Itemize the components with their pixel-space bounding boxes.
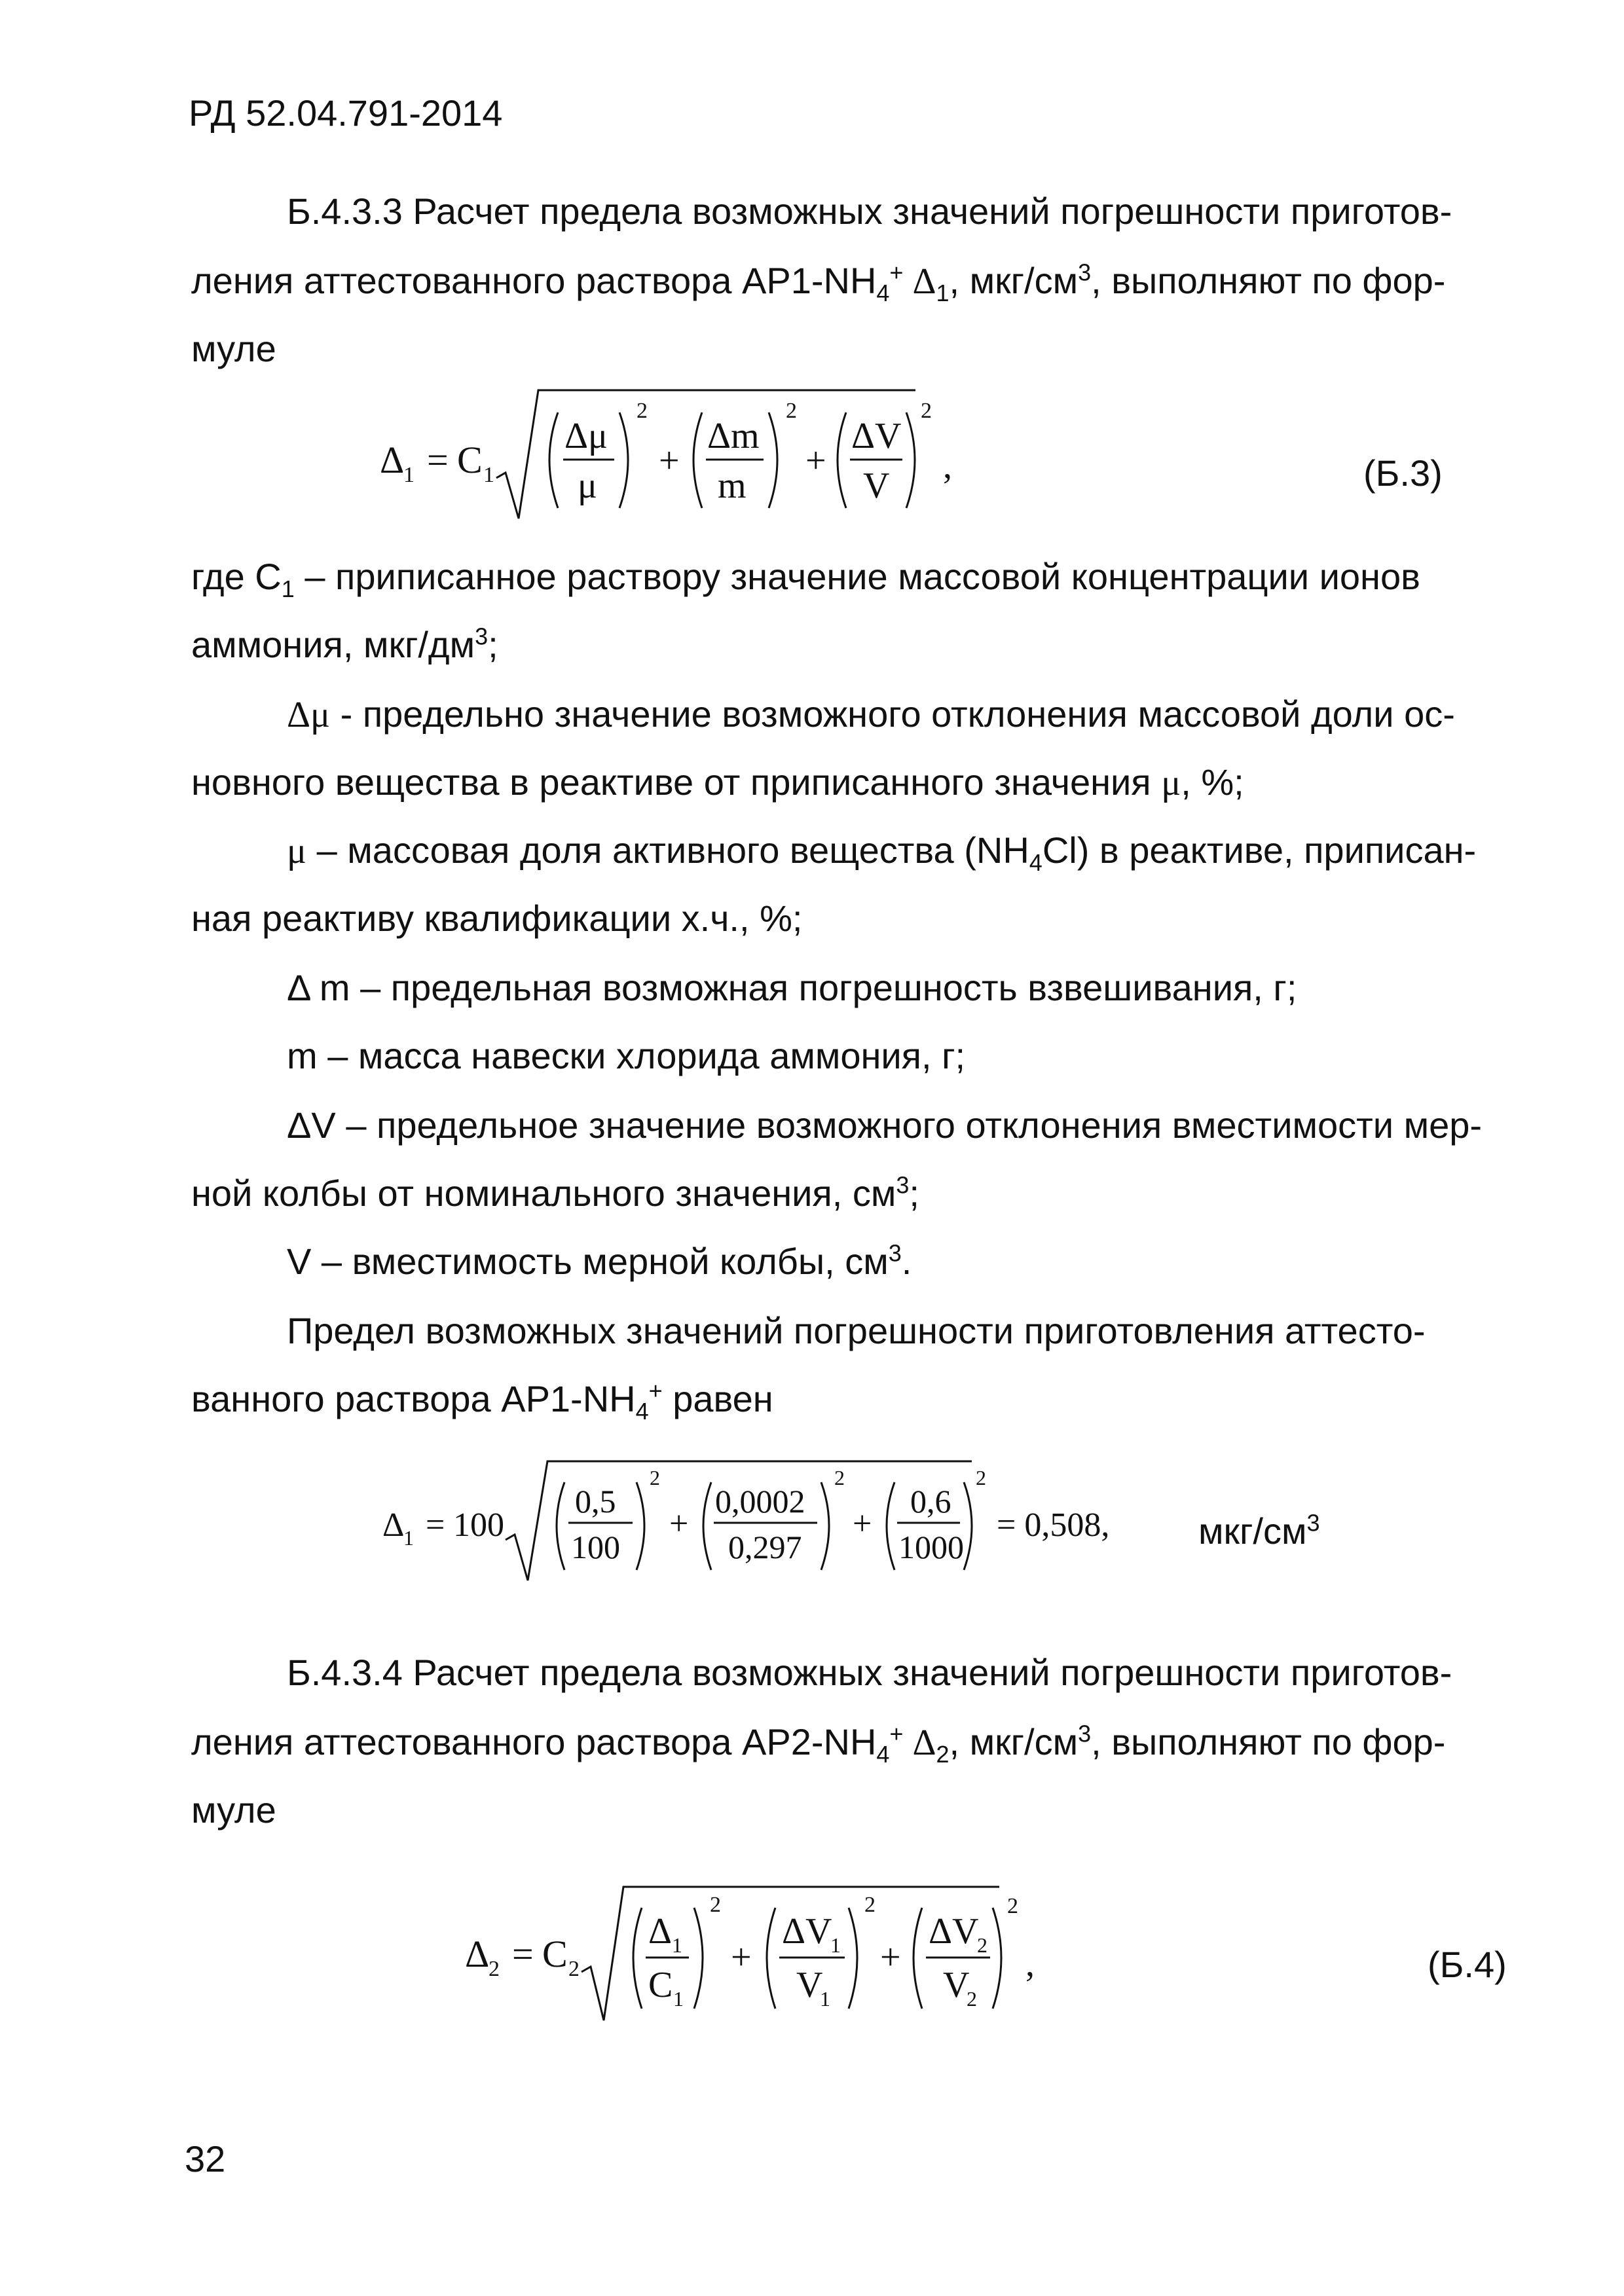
svg-text:1: 1 [483, 463, 494, 487]
svg-text:2: 2 [710, 1893, 721, 1917]
svg-text:,: , [1025, 1944, 1035, 1984]
section-b434-line2: ления аттестованного раствора $АР2-NH_4^+$ $\Delta_2$, мкг/$см^3$, выполняют по фор- [191, 1720, 1446, 1768]
definition-dmu-line2: новного вещества в реактиве от приписанного значения μ, %; [191, 761, 1244, 803]
svg-text:1: 1 [672, 1933, 682, 1957]
svg-text:+: + [731, 1937, 752, 1978]
svg-text:1: 1 [820, 1987, 830, 2011]
svg-text:0,0002: 0,0002 [715, 1483, 805, 1520]
svg-text:2: 2 [489, 1957, 500, 1981]
svg-text:2: 2 [834, 1466, 845, 1489]
section-b434-line1: Б.4.3.4 Расчет предела возможных значений погрешности приготов- [287, 1652, 1452, 1693]
svg-text:2: 2 [637, 399, 648, 423]
svg-text:Δ: Δ [380, 439, 405, 481]
svg-text:V: V [863, 465, 890, 506]
svg-text:1: 1 [403, 463, 415, 487]
svg-text:= 0,508,: = 0,508, [997, 1506, 1110, 1544]
section-b433-line3: муле [191, 328, 276, 369]
formula-numeric [367, 1452, 1153, 1590]
svg-text:+: + [805, 441, 826, 481]
definition-v: V – вместимость мерной колбы, $см^3$. [287, 1239, 912, 1282]
definition-dm: Δ m – предельная возможная погрешность взвешивания, г; [287, 967, 1297, 1008]
definition-dmu-line1: Δμ - предельно значение возможного отклонения массовой доли ос- [287, 693, 1455, 735]
svg-text:=: = [427, 439, 449, 481]
equation-label-b4: (Б.4) [1428, 1944, 1507, 1985]
svg-text:ΔV: ΔV [851, 416, 902, 456]
svg-text:100: 100 [571, 1529, 620, 1565]
svg-text:Δμ: Δμ [564, 416, 608, 456]
svg-text:2: 2 [967, 1987, 977, 2011]
svg-text:=: = [426, 1506, 445, 1544]
svg-text:0,6: 0,6 [910, 1483, 951, 1520]
svg-text:Δ: Δ [465, 1933, 490, 1975]
svg-text:1: 1 [673, 1987, 684, 2011]
definition-dv-line1: ΔV – предельное значение возможного отклонения вместимости мер- [287, 1104, 1483, 1146]
svg-text:Δ: Δ [648, 1911, 673, 1952]
svg-text:1000: 1000 [898, 1529, 964, 1565]
formula-b3 [367, 380, 956, 530]
svg-text:2: 2 [976, 1466, 986, 1489]
section-b433-line2: ления аттестованного раствора $АР1-NH_4^+$ $\Delta_1$, мкг/$см^3$, выполняют по фор- [191, 259, 1446, 307]
definition-mu-line2: ная реактиву квалификации х.ч., %; [191, 898, 803, 939]
svg-text:V: V [796, 1965, 823, 2005]
svg-text:+: + [669, 1505, 689, 1542]
definition-c1-line2: аммония, мкг/$дм^3$; [191, 623, 498, 665]
section-b433-line1: Б.4.3.3 Расчет предела возможных значений погрешности приготов- [287, 191, 1452, 232]
svg-text:0,5: 0,5 [575, 1483, 616, 1520]
svg-text:,: , [943, 446, 952, 486]
svg-text:=: = [512, 1933, 534, 1975]
svg-text:μ: μ [578, 465, 598, 506]
svg-text:2: 2 [786, 399, 797, 423]
svg-text:ΔV: ΔV [929, 1911, 979, 1952]
section-b434-line3: муле [191, 1789, 276, 1831]
svg-text:0,297: 0,297 [728, 1529, 802, 1565]
formula-numeric-unit: мкг/$см^3$ [1198, 1509, 1320, 1552]
svg-text:C: C [648, 1965, 673, 2005]
svg-text:Δm: Δm [707, 416, 760, 456]
definition-dv-line2: ной колбы от номинального значения, $см^3$; [191, 1171, 919, 1214]
svg-text:2: 2 [921, 399, 932, 423]
svg-text:1: 1 [830, 1933, 841, 1957]
svg-text:V: V [943, 1965, 970, 2005]
document-header: РД 52.04.791-2014 [189, 92, 503, 134]
svg-text:2: 2 [1007, 1894, 1018, 1918]
limit-text-line1: Предел возможных значений погрешности приготовления аттесто- [287, 1310, 1426, 1351]
svg-text:C: C [457, 439, 483, 481]
svg-text:2: 2 [977, 1933, 987, 1957]
svg-text:+: + [880, 1937, 901, 1978]
limit-text-line2: ванного раствора $АР1-NH_4^+$ равен [191, 1377, 773, 1425]
svg-text:1: 1 [403, 1526, 414, 1550]
definition-c1-line1: где $C_1$ – приписанное раствору значение массовой концентрации ионов [191, 556, 1420, 603]
definition-mu-line1: μ – массовая доля активного вещества $(NH_4Cl)$ в реактиве, приписан- [287, 829, 1477, 877]
svg-text:C: C [542, 1933, 568, 1975]
svg-text:2: 2 [568, 1957, 580, 1981]
svg-text:+: + [853, 1505, 872, 1542]
svg-text:2: 2 [650, 1466, 660, 1489]
svg-text:+: + [659, 441, 680, 481]
svg-text:m: m [718, 465, 747, 506]
svg-text:Δ: Δ [382, 1506, 405, 1544]
equation-label-b3: (Б.3) [1363, 452, 1443, 494]
svg-text:ΔV: ΔV [782, 1911, 832, 1952]
formula-b4 [452, 1874, 1041, 2031]
definition-m: m – масса навески хлорида аммония, г; [287, 1035, 966, 1076]
page-number: 32 [185, 2138, 226, 2179]
svg-text:2: 2 [864, 1893, 876, 1917]
svg-text:100: 100 [453, 1506, 504, 1544]
